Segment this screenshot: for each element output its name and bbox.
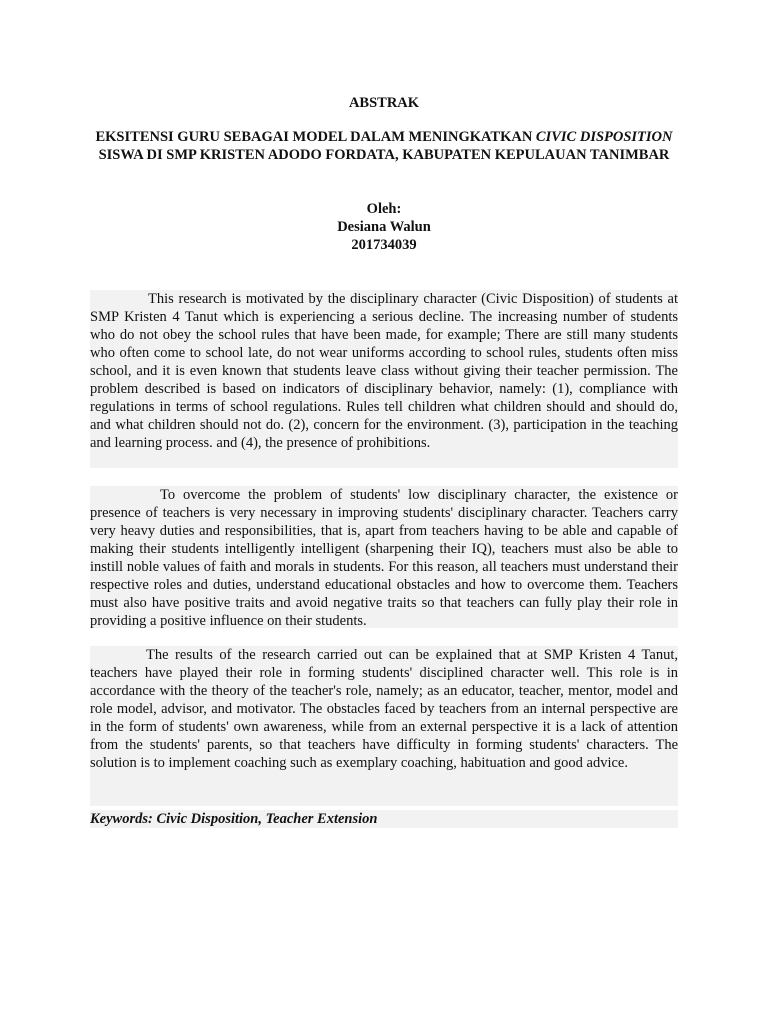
title-italic-term: CIVIC DISPOSITION bbox=[535, 129, 673, 145]
paragraph-2-text: To overcome the problem of students' low disciplinary character, the existence or presence of teachers is very necessary in improving students' disciplinary character. Teachers carry very heavy duties and responsibilities, that is, apart from teachers having to be able and capable of making their students intelligently intelligent (sharpening their IQ), teachers must also be able to instill noble values of faith and morals in students. For this reason, all teachers must understand their respective roles and duties, understand educational obstacles and how to overcome them. Teachers must also have positive traits and avoid negative traits so that teachers can fully play their role in providing a positive influence on their students. bbox=[90, 487, 678, 629]
keywords-line bbox=[90, 810, 678, 828]
title-part-1: EKSITENSI GURU SEBAGAI MODEL DALAM MENINGKATKAN bbox=[95, 129, 536, 145]
author-block bbox=[90, 200, 678, 254]
author-name: Desiana Walun bbox=[337, 219, 431, 235]
keywords-text: Keywords: Civic Disposition, Teacher Extension bbox=[90, 811, 378, 827]
abstract-heading-text: ABSTRAK bbox=[348, 95, 420, 111]
paragraph-1-text: This research is motivated by the disciplinary character (Civic Disposition) of students at SMP Kristen 4 Tanut which is experiencing a serious decline. The increasing number of students who do not obey the school rules that have been made, for example; There are still many students who often come to school late, do not wear uniforms according to school rules, students often miss school, and it is even known that students leave class without giving their teacher permission. The problem described is based on indicators of disciplinary behavior, namely: (1), compliance with regulations in terms of school regulations. Rules tell children what children should and should do, and what children should not do. (2), concern for the environment. (3), participation in the teaching and learning process. and (4), the presence of prohibitions. bbox=[90, 291, 678, 451]
paragraph-3-text: The results of the research carried out can be explained that at SMP Kristen 4 Tanut, teachers have played their role in forming students' disciplined character well. This role is in accordance with the theory of the teacher's role, namely; as an educator, teacher, mentor, model and role model, advisor, and motivator. The obstacles faced by teachers from an internal perspective are in the form of students' own awareness, while from an external perspective it is a lack of attention from the students' parents, so that teachers have difficulty in forming students' characters. The solution is to implement coaching such as exemplary coaching, habituation and good advice. bbox=[90, 647, 678, 771]
student-id: 201734039 bbox=[351, 237, 417, 253]
abstract-paragraph-3 bbox=[90, 646, 678, 806]
document-title bbox=[90, 128, 678, 164]
abstract-paragraph-1 bbox=[90, 290, 678, 468]
by-label: Oleh: bbox=[366, 201, 402, 217]
abstract-paragraph-2 bbox=[90, 486, 678, 628]
title-part-2: SISWA DI SMP KRISTEN ADODO FORDATA, KABUPATEN KEPULAUAN TANIMBAR bbox=[98, 147, 670, 163]
abstract-heading bbox=[90, 94, 678, 112]
